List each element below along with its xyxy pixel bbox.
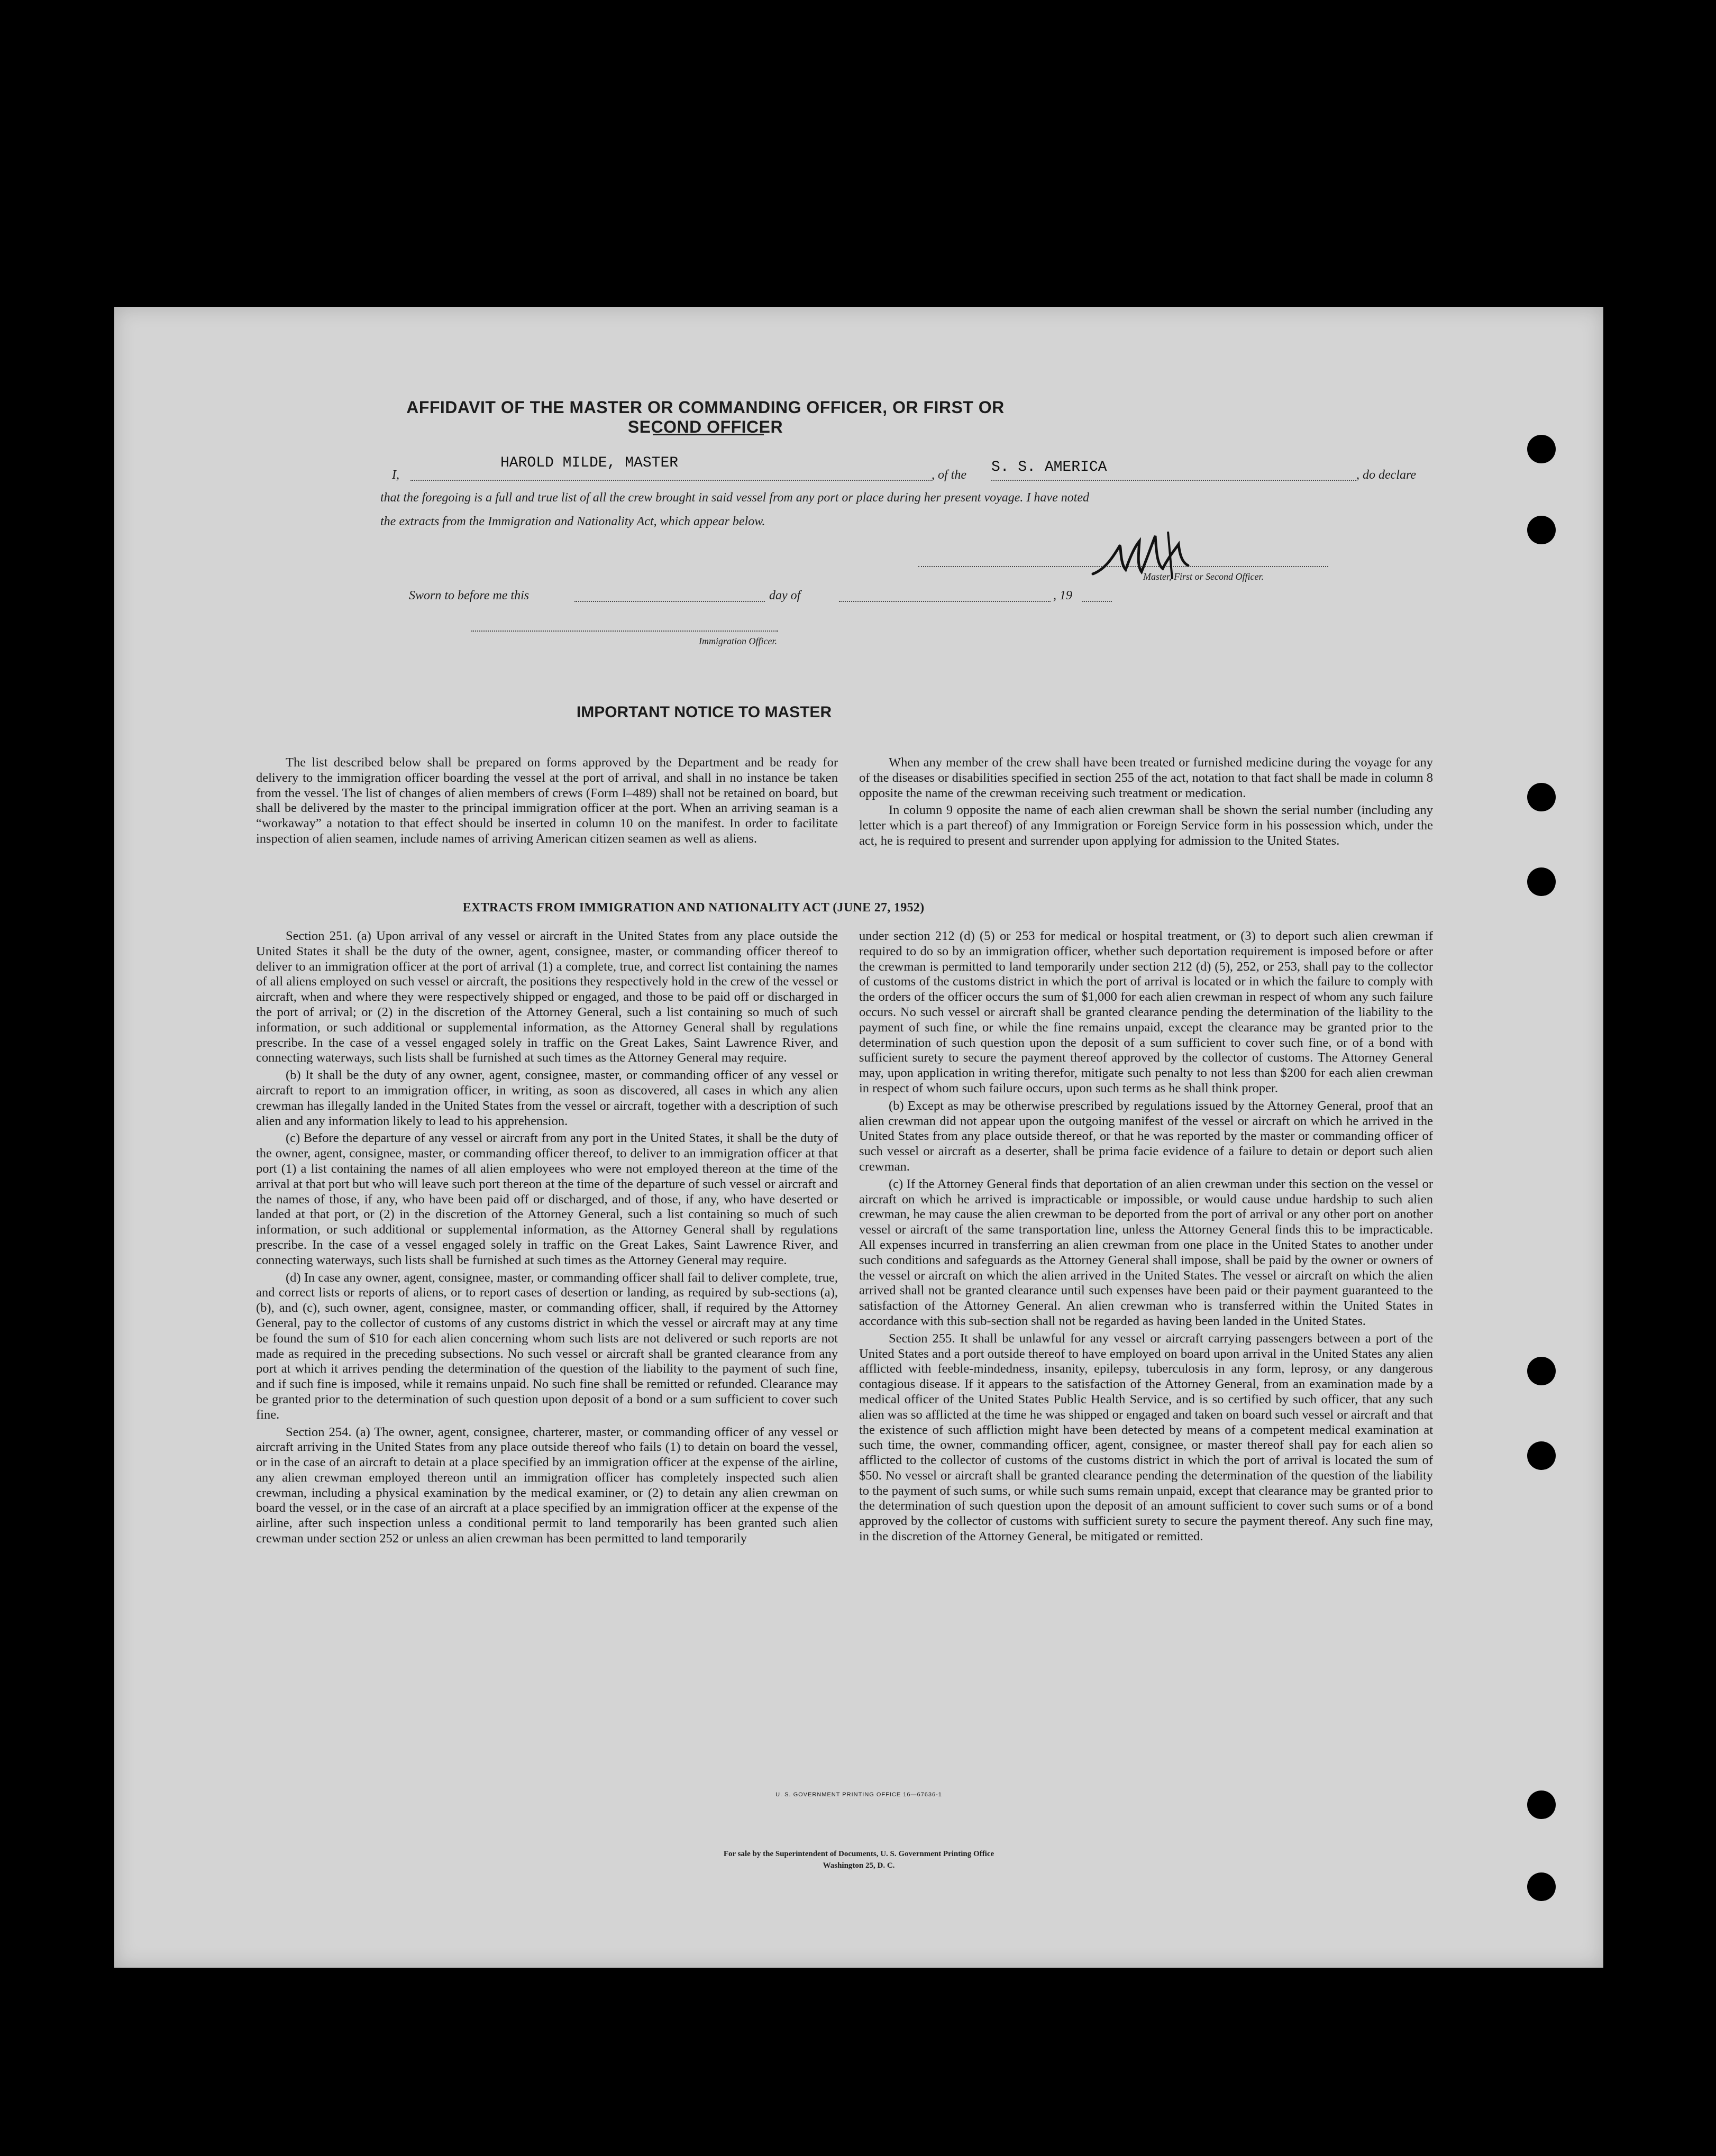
sworn-year-line	[1082, 601, 1112, 602]
name-field-value: HAROLD MILDE, MASTER	[500, 455, 679, 471]
statement-line-1: that the foregoing is a full and true list of all the crew brought in said vessel from any port or place during her present voyage. I have noted	[380, 491, 1090, 505]
sworn-day-line	[574, 601, 765, 602]
affidavit-title: AFFIDAVIT OF THE MASTER OR COMMANDING OFFICER, OR FIRST OR SECOND OFFICER	[406, 398, 1005, 436]
gpo-line: U. S. GOVERNMENT PRINTING OFFICE 16—67636-1	[775, 1792, 942, 1798]
sworn-label: Sworn to before me this	[409, 589, 530, 602]
notice-right-column	[859, 755, 1433, 851]
form-page	[114, 307, 1603, 1968]
punch-hole	[1527, 867, 1556, 896]
punch-hole	[1527, 783, 1556, 811]
extract-paragraph: Section 255. It shall be unlawful for any vessel or aircraft carrying passengers between a port of the United States and a port outside thereof to have employed on board upon arrival in the United States any alien afflicted with feeble-mindedness, insanity, epilepsy, tuberculosis in any form, leprosy, or any dangerous contagious disease. If it appears to the satisfaction of the Attorney General, from an examination made by a medical officer of the United States Public Health Service, and is so certified by such officer, that any such alien was so afflicted at the time he was shipped or engaged and taken on board such vessel or aircraft and that the existence of such affliction might have been detected by means of a competent medical examination at such time, the owner, commanding officer, agent, consignee, or master thereof shall pay for each alien so afflicted to the collector of customs of the customs district in which the port of arrival is located the sum of $50. No vessel or aircraft shall be granted clearance pending the determination of the question of the liability to the payment of such sums, or while such sums remain unpaid, except that clearance may be granted prior to the determination of such question upon the deposit of an amount sufficient to cover such sums or of a bond approved by the collector of customs with sufficient surety to secure the payment thereof. Any such fine may, in the discretion of the Attorney General, be mitigated or remitted.	[859, 1331, 1433, 1544]
for-sale-line-1: For sale by the Superintendent of Documents, U. S. Government Printing Office	[723, 1850, 994, 1858]
extracts-right-column	[859, 929, 1433, 1547]
title-rule	[653, 434, 764, 435]
immigration-officer-caption: Immigration Officer.	[699, 636, 777, 646]
i-label: I,	[392, 468, 399, 482]
notice-paragraph: In column 9 opposite the name of each alien crewman shall be shown the serial number (including any letter which is a part thereof) of any Immigration or Foreign Service form in his possession which, under the act, he is required to present and surrender upon applying for admission to the United States.	[859, 803, 1433, 848]
of-the-label: , of the	[932, 468, 966, 482]
punch-hole	[1527, 1872, 1556, 1901]
year-label: , 19	[1053, 589, 1072, 602]
do-declare-label: , do declare	[1356, 468, 1417, 482]
sworn-month-line	[839, 601, 1051, 602]
vessel-field-line	[991, 480, 1356, 481]
punch-hole	[1527, 516, 1556, 544]
extract-paragraph: Section 254. (a) The owner, agent, consignee, charterer, master, or commanding officer of any vessel or aircraft arriving in the United States from any place outside thereof who fails (1) to detain on board the vessel, or in the case of an aircraft to detain at a place specified by an immigration officer at the expense of the airline, any alien crewman employed thereon until an immigration officer has completely inspected such alien crewman, including a physical examination by the medical examiner, or (2) to detain any alien crewman on board the vessel, or in the case of an aircraft at a place specified by an immigration officer at the expense of the airline, after such inspection unless a conditional permit to land temporarily has been granted such alien crewman under section 252 or unless an alien crewman has been permitted to land temporarily	[256, 1424, 838, 1546]
punch-hole	[1527, 1441, 1556, 1470]
extract-paragraph: (c) Before the departure of any vessel or aircraft from any port in the United States, it shall be the duty of the owner, agent, consignee, master, or commanding officer thereof, to deliver to an immigration officer at that port (1) a list containing the names of all alien employees who were not employed thereon at the time of the arrival at that port but who will leave such port thereon at the time of the departure of such vessel or aircraft and the names of those, if any, who have been paid off or discharged, and of those, if any, who have deserted or landed at that port, or (2) in the discretion of the Attorney General, such a list containing so much of such information, or such additional or supplemental information, as the Attorney General shall by regulations prescribe. In the case of a vessel engaged solely in traffic on the Great Lakes, Saint Lawrence River, and connecting waterways, such lists shall be furnished at such times as the Attorney General may require.	[256, 1131, 838, 1267]
extract-paragraph: Section 251. (a) Upon arrival of any vessel or aircraft in the United States from any place outside the United States it shall be the duty of the owner, agent, consignee, master, or commanding officer thereof to deliver to an immigration officer at the port of arrival (1) a complete, true, and correct list containing the names of all aliens employed on such vessel or aircraft, the positions they respectively hold in the crew of the vessel or aircraft, when and where they were respectively shipped or engaged, and those to be paid off or discharged in the port of arrival; or (2) in the discretion of the Attorney General, such a list containing so much of such information, or such additional or supplemental information, as the Attorney General shall by regulations prescribe. In the case of a vessel engaged solely in traffic on the Great Lakes, Saint Lawrence River, and connecting waterways, such lists shall be furnished at such times as the Attorney General may require.	[256, 929, 838, 1065]
signature-caption: Master, First or Second Officer.	[1143, 571, 1264, 582]
immigration-officer-line	[471, 631, 778, 632]
for-sale-line-2: Washington 25, D. C.	[823, 1861, 895, 1870]
day-of-label: day of	[769, 589, 801, 602]
notice-title: IMPORTANT NOTICE TO MASTER	[576, 704, 832, 721]
extracts-title: EXTRACTS FROM IMMIGRATION AND NATIONALITY ACT (JUNE 27, 1952)	[462, 901, 925, 915]
notice-paragraph: When any member of the crew shall have been treated or furnished medicine during the voyage for any of the diseases or disabilities specified in section 255 of the act, notation to that fact shall be made in column 8 opposite the name of the crewman receiving such treatment or medication.	[859, 755, 1433, 800]
extract-paragraph: (d) In case any owner, agent, consignee, master, or commanding officer shall fail to deliver complete, true, and correct lists or reports of aliens, or to report cases of desertion or landing, as required by sub-sections (a), (b), and (c), such owner, agent, consignee, master, or commanding officer, shall, if required by the Attorney General, pay to the collector of customs of any customs district in which the vessel or aircraft may at any time be found the sum of $10 for each alien concerning whom such lists are not delivered or such reports are not made as required in the preceding subsections. No such vessel or aircraft shall be granted clearance from any port at which it arrives pending the determination of the question of the liability to the payment of such fine, and if such fine is imposed, while it remains unpaid. No such fine shall be remitted or refunded. Clearance may be granted prior to the determination of such question upon deposit of a bond or a sum sufficient to cover such fine.	[256, 1270, 838, 1422]
extract-paragraph: (c) If the Attorney General finds that deportation of an alien crewman under this section on the vessel or aircraft on which he arrived is impracticable or impossible, or would cause undue hardship to such alien crewman, he may cause the alien crewman to be deported from the port of arrival or any other port on another vessel or aircraft of the same transportation line, unless the Attorney General finds this to be impracticable. All expenses incurred in transferring an alien crewman from one place in the United States to another under such conditions and safeguards as the Attorney General shall impose, shall be paid by the owner or owners of the vessel or aircraft on which the alien arrived in the United States. The vessel or aircraft on which the alien arrived shall not be granted clearance until such expenses have been paid or their payment guaranteed to the satisfaction of the Attorney General. An alien crewman who is transferred within the United States in accordance with this sub-section shall not be regarded as having been landed in the United States.	[859, 1176, 1433, 1328]
extracts-left-column	[256, 929, 838, 1549]
punch-hole	[1527, 435, 1556, 463]
notice-left-column	[256, 755, 838, 849]
extract-paragraph: (b) It shall be the duty of any owner, agent, consignee, master, or commanding officer of any vessel or aircraft to report to an immigration officer, in writing, as soon as discovered, all cases in which any alien crewman has illegally landed in the United States from the vessel or aircraft, together with a description of such alien and any information likely to lead to his apprehension.	[256, 1068, 838, 1128]
vessel-field-value: S. S. AMERICA	[991, 459, 1107, 476]
extract-paragraph: under section 212 (d) (5) or 253 for medical or hospital treatment, or (3) to deport such alien crewman if required to do so by an immigration officer, whether such deportation requirement is imposed before or after the crewman is permitted to land temporarily under section 212 (d) (5), 252, or 253, shall pay to the collector of customs of the customs district in which the port of arrival is located or in which the failure to comply with the orders of the officer occurs the sum of $1,000 for each alien crewman in respect of whom any such failure occurs. No such vessel or aircraft shall be granted clearance pending the determination of the liability to the payment of such fine, or while the fine remains unpaid, except the clearance may be granted prior to the determination of such question upon the deposit of a sum sufficient to cover such fine, or of a bond with sufficient surety to secure the payment thereof approved by the collector of customs. The Attorney General may, upon application in writing therefor, mitigate such penalty to not less than $200 for each alien crewman in respect of whom such failure occurs, upon such terms as he shall think proper.	[859, 929, 1433, 1095]
for-sale-notice	[114, 1848, 1603, 1871]
extract-paragraph: (b) Except as may be otherwise prescribed by regulations issued by the Attorney General, proof that an alien crewman did not appear upon the outgoing manifest of the vessel or aircraft on which he arrived in the United States from any place outside thereof, or that he was reported by the master or commanding officer of such vessel or aircraft as a deserter, shall be prima facie evidence of a failure to detain or deport such alien crewman.	[859, 1098, 1433, 1174]
statement-line-2: the extracts from the Immigration and Nationality Act, which appear below.	[380, 515, 765, 528]
name-field-line	[410, 480, 932, 481]
punch-hole	[1527, 1357, 1556, 1385]
notice-paragraph: The list described below shall be prepared on forms approved by the Department and be ready for delivery to the immigration officer boarding the vessel at the port of arrival, and shall in no instance be taken from the vessel. The list of changes of alien members of crews (Form I–489) shall not be retained on board, but shall be delivered by the master to the principal immigration officer at the port. When an arriving seaman is a “workaway” a notation to that effect should be inserted in column 10 on the manifest. In order to facilitate inspection of alien seamen, include names of arriving American citizen seamen as well as aliens.	[256, 755, 838, 846]
